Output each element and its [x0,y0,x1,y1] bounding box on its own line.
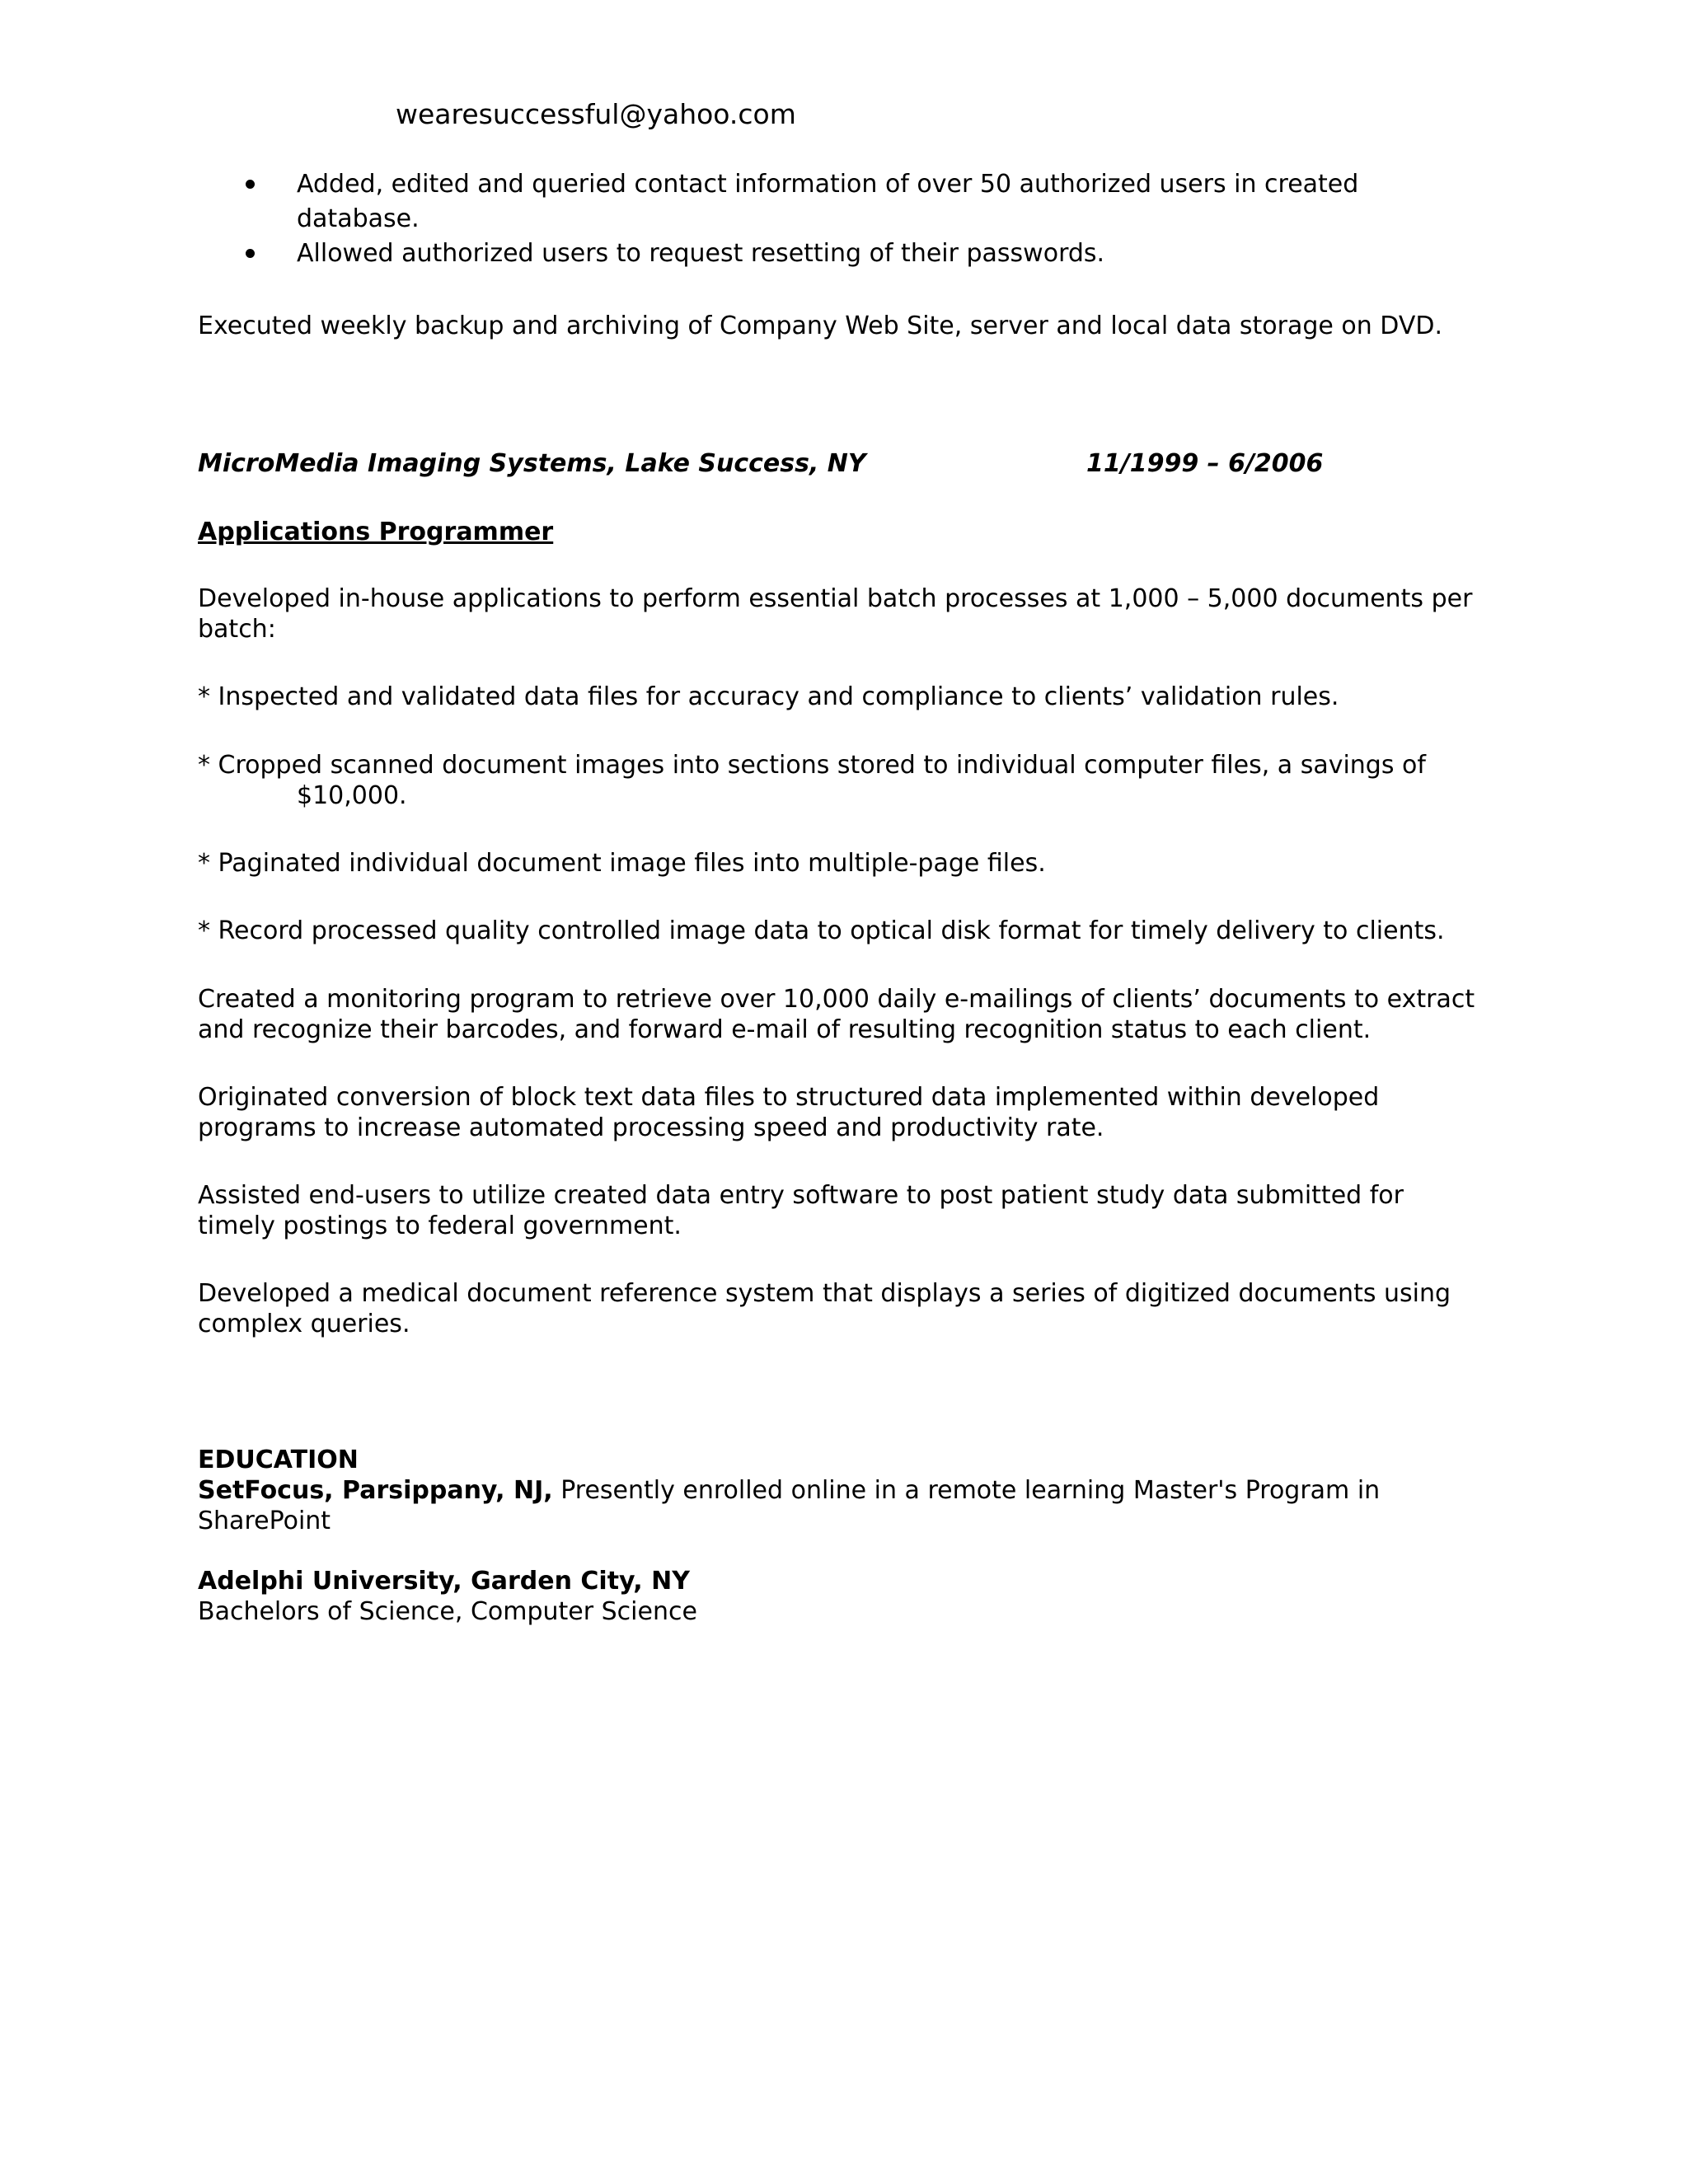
backup-paragraph: Executed weekly backup and archiving of Company Web Site, server and local data storage on DVD. [198,312,1443,340]
education-school-row [198,1475,1380,1506]
job-paragraph-line: Assisted end-users to utilize created data entry software to post patient study data submitted for [198,1181,1404,1210]
education-heading: EDUCATION [198,1446,359,1474]
school-detail-continued: SharePoint [198,1507,331,1535]
star-item: * Cropped scanned document images into sections stored to individual computer files, a savings of [198,751,1426,780]
job-paragraph-line: complex queries. [198,1310,410,1338]
job-dates: 11/1999 – 6/2006 [1086,449,1324,478]
job-paragraph-line: timely postings to federal government. [198,1212,682,1240]
bullet-dot [246,249,255,258]
job-paragraph-line: Originated conversion of block text data files to structured data implemented within developed [198,1083,1380,1112]
job-intro-line: Developed in-house applications to perform essential batch processes at 1,000 – 5,000 documents per [198,584,1473,613]
contact-email: wearesuccessful@yahoo.com [396,98,796,130]
bullet-item-line: database. [297,204,420,233]
job-company: MicroMedia Imaging Systems, Lake Success, NY [198,449,866,478]
job-intro-line: batch: [198,615,276,644]
star-item-continued: $10,000. [297,781,407,810]
job-paragraph-line: Created a monitoring program to retrieve over 10,000 daily e-mailings of clients’ documents to extract [198,985,1475,1014]
school-name: SetFocus, Parsippany, NJ, [198,1476,553,1505]
job-title: Applications Programmer [198,518,554,546]
job-paragraph-line: programs to increase automated processing speed and productivity rate. [198,1113,1104,1142]
school-detail: Presently enrolled online in a remote learning Master's Program in [552,1476,1381,1505]
job-paragraph-line: Developed a medical document reference system that displays a series of digitized documents using [198,1279,1451,1308]
star-item: * Paginated individual document image files into multiple-page files. [198,849,1046,878]
job-paragraph-line: and recognize their barcodes, and forward e-mail of resulting recognition status to each client. [198,1015,1372,1044]
bullet-item-line: Allowed authorized users to request resetting of their passwords. [297,239,1105,268]
bullet-item-line: Added, edited and queried contact information of over 50 authorized users in created [297,170,1359,199]
star-item: * Inspected and validated data files for accuracy and compliance to clients’ validation rules. [198,682,1339,711]
star-item: * Record processed quality controlled image data to optical disk format for timely delivery to clients. [198,916,1445,945]
bullet-dot [246,180,255,189]
school-name: Adelphi University, Garden City, NY [198,1567,690,1596]
school-degree: Bachelors of Science, Computer Science [198,1597,697,1626]
